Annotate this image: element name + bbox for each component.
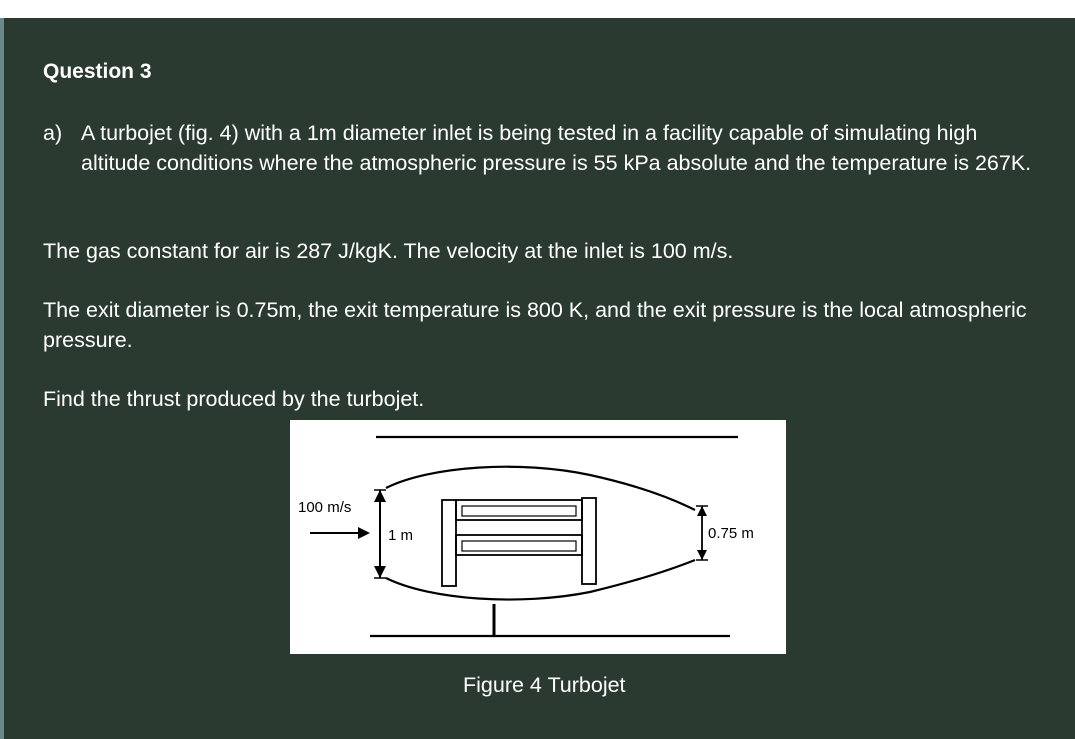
inlet-dimension-arrowhead-bottom (374, 566, 386, 578)
exit-dimension-arrowhead-top (697, 506, 707, 516)
lower-compressor-block (456, 535, 582, 555)
exit-diameter-label: 0.75 m (708, 525, 754, 542)
lower-compressor-block-inner (462, 541, 576, 551)
part-a (43, 118, 1033, 178)
turbojet-diagram (290, 420, 786, 654)
upper-compressor-block-inner (462, 506, 576, 516)
question-title: Question 3 (43, 60, 152, 83)
part-a-label: a) (43, 121, 63, 145)
find-thrust-paragraph: Find the thrust produced by the turbojet. (43, 387, 425, 411)
part-a-text: A turbojet (fig. 4) with a 1m diameter inlet is being tested in a facility capable of simulating high altitude conditions where the atmospheric pressure is 55 kPa absolute and the temperature is 267K. (81, 121, 1032, 175)
fan-disc (442, 500, 456, 586)
inlet-diameter-label: 1 m (388, 527, 414, 544)
figure-caption: Figure 4 Turbojet (463, 673, 626, 697)
inlet-velocity-label: 100 m/s (298, 499, 352, 516)
nacelle-upper-outline (386, 467, 695, 510)
exit-conditions-paragraph: The exit diameter is 0.75m, the exit temperature is 800 K, and the exit pressure is the local atmospheric pressure. (43, 298, 1027, 352)
exit-dimension-arrowhead-bottom (697, 550, 707, 560)
question-panel (0, 18, 1075, 739)
gas-constant-paragraph: The gas constant for air is 287 J/kgK. The velocity at the inlet is 100 m/s. (43, 239, 734, 263)
velocity-arrowhead (358, 527, 370, 539)
nacelle-lower-outline (386, 560, 695, 600)
upper-compressor-block (456, 500, 582, 520)
turbine-block (582, 498, 596, 584)
inlet-dimension-arrowhead-top (374, 490, 386, 502)
turbojet-figure (290, 420, 786, 654)
